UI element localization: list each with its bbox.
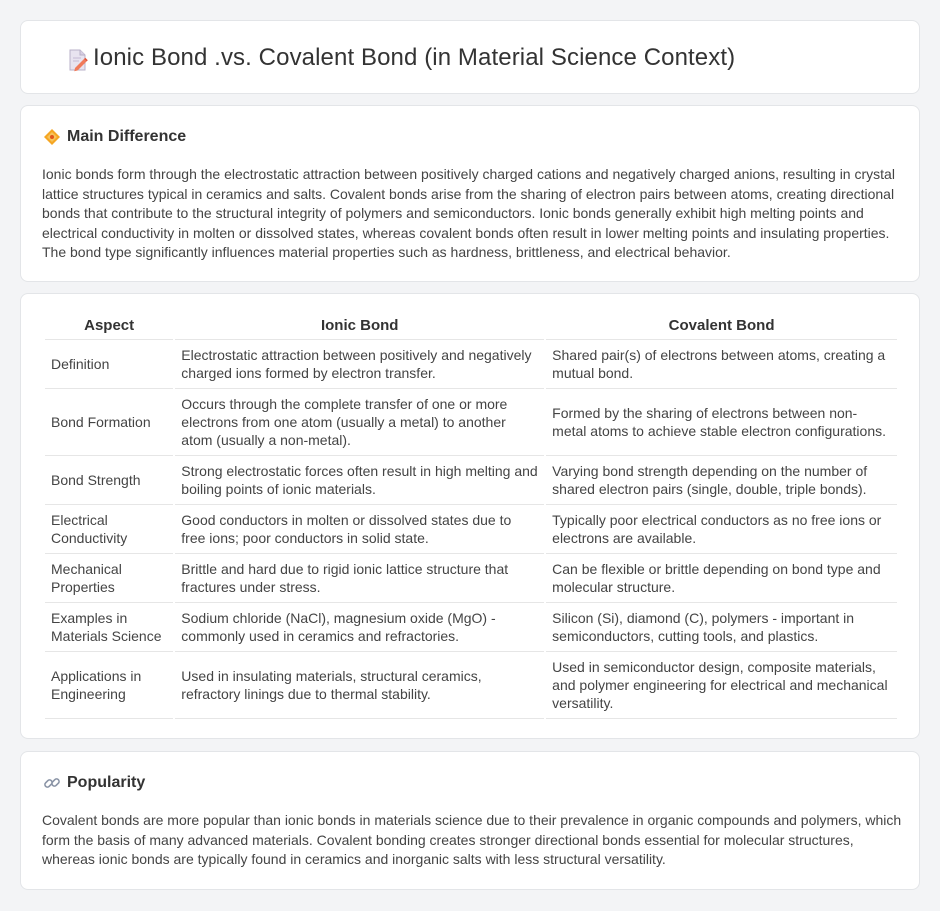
ionic-cell: Electrostatic attraction between positively and negatively charged ions formed by electron transfer. [175, 340, 544, 389]
table-header-row [45, 314, 897, 340]
aspect-cell: Examples in Materials Science [45, 603, 173, 652]
comparison-table [43, 314, 899, 719]
header-ionic: Ionic Bond [175, 314, 544, 340]
aspect-cell: Applications in Engineering [45, 652, 173, 719]
aspect-cell: Electrical Conductivity [45, 505, 173, 554]
covalent-cell: Formed by the sharing of electrons between non-metal atoms to achieve stable electron configurations. [546, 389, 897, 456]
edit-document-icon [65, 47, 91, 73]
covalent-cell: Silicon (Si), diamond (C), polymers - important in semiconductors, cutting tools, and plastics. [546, 603, 897, 652]
table-row [45, 505, 897, 554]
header-card [20, 20, 920, 94]
covalent-cell: Varying bond strength depending on the number of shared electron pairs (single, double, triple bonds). [546, 456, 897, 505]
table-row [45, 652, 897, 719]
table-row [45, 456, 897, 505]
table-row [45, 554, 897, 603]
main-difference-text: Ionic bonds form through the electrostatic attraction between positively charged cations and negatively charged anions, resulting in crystal lattice structures typical in ceramics and salts. Covalent bonds arise from the sharing of electron pairs between atoms, creating directional bonds that contribute to the structural integrity of polymers and semiconductors. Ionic bonds generally exhibit high melting points and electrical conductivity in molten or dissolved states, whereas covalent bonds often result in lower melting points and insulating properties. The bond type significantly influences material properties such as hardness, brittleness, and electrical behavior. [42, 166, 895, 261]
aspect-cell: Bond Formation [45, 389, 173, 456]
ionic-cell: Strong electrostatic forces often result in high melting and boiling points of ionic materials. [175, 456, 544, 505]
aspect-cell: Definition [45, 340, 173, 389]
ionic-cell: Brittle and hard due to rigid ionic lattice structure that fractures under stress. [175, 554, 544, 603]
table-row [45, 603, 897, 652]
link-icon [43, 774, 61, 792]
covalent-cell: Used in semiconductor design, composite materials, and polymer engineering for electrical and mechanical versatility. [546, 652, 897, 719]
covalent-cell: Typically poor electrical conductors as no free ions or electrons are available. [546, 505, 897, 554]
table-row [45, 340, 897, 389]
aspect-cell: Mechanical Properties [45, 554, 173, 603]
main-difference-title: Main Difference [67, 128, 187, 145]
popularity-text: Covalent bonds are more popular than ionic bonds in materials science due to their prevalence in organic compounds and polymers, which form the basis of many advanced materials. Covalent bonding creates stronger directional bonds essential for molecular structures, whereas ionic bonds are typically found in ceramics and inorganic salts with less structural versatility. [42, 812, 902, 868]
ionic-cell: Good conductors in molten or dissolved states due to free ions; poor conductors in solid state. [175, 505, 544, 554]
covalent-cell: Can be flexible or brittle depending on bond type and molecular structure. [546, 554, 897, 603]
ionic-cell: Sodium chloride (NaCl), magnesium oxide (MgO) - commonly used in ceramics and refractories. [175, 603, 544, 652]
page-title: Ionic Bond .vs. Covalent Bond (in Material Science Context) [93, 44, 736, 71]
main-difference-card [20, 105, 920, 282]
aspect-cell: Bond Strength [45, 456, 173, 505]
diamond-icon [43, 128, 61, 146]
header-aspect: Aspect [45, 314, 173, 340]
table-row [45, 389, 897, 456]
ionic-cell: Used in insulating materials, structural ceramics, refractory linings due to thermal stability. [175, 652, 544, 719]
header-covalent: Covalent Bond [546, 314, 897, 340]
ionic-cell: Occurs through the complete transfer of one or more electrons from one atom (usually a metal) to another atom (usually a non-metal). [175, 389, 544, 456]
comparison-table-card [20, 293, 920, 739]
covalent-cell: Shared pair(s) of electrons between atoms, creating a mutual bond. [546, 340, 897, 389]
popularity-card [20, 751, 920, 890]
popularity-title: Popularity [67, 774, 146, 791]
